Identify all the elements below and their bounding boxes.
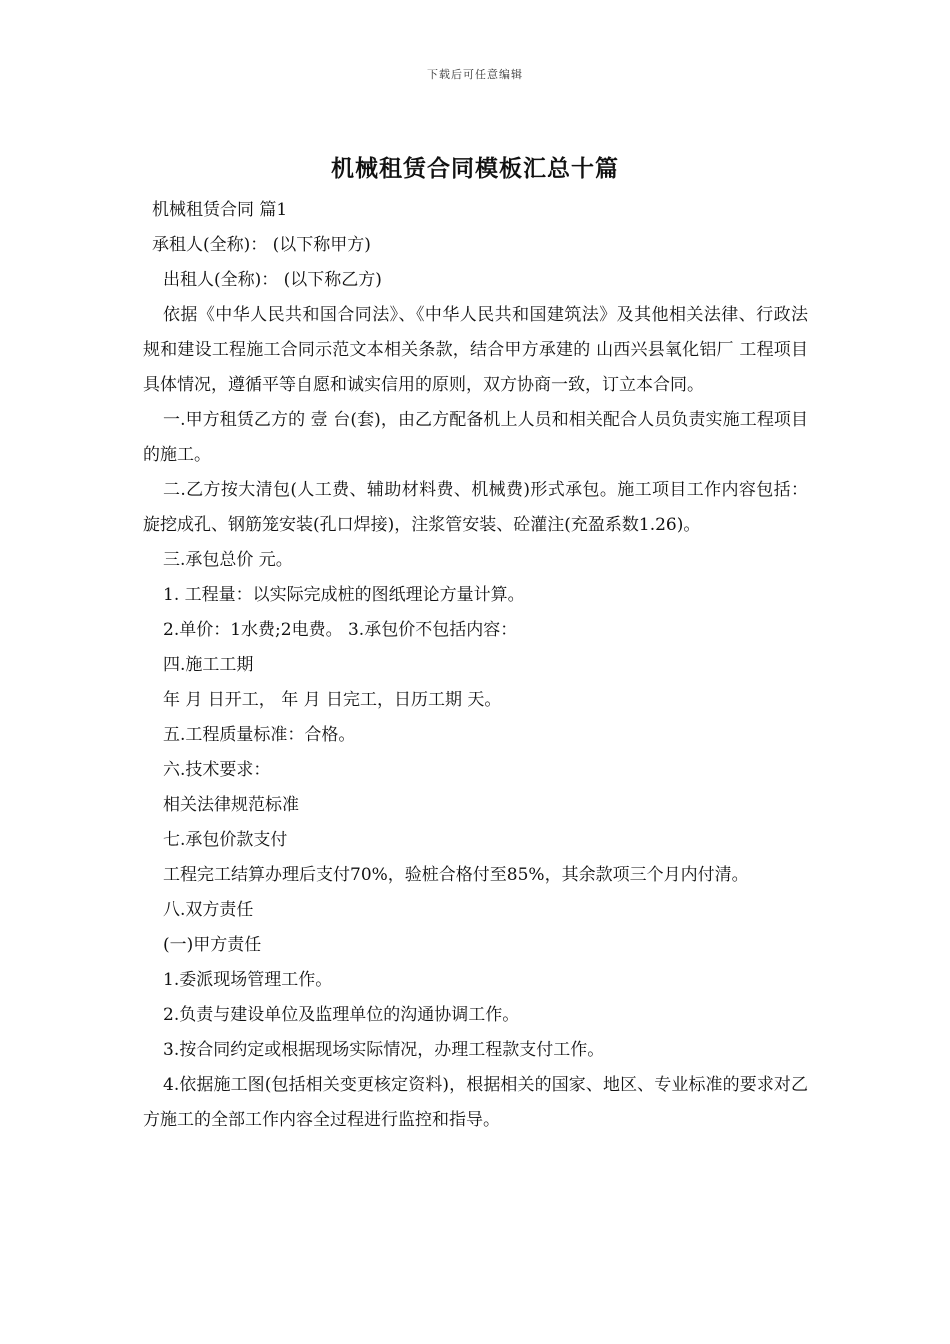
paragraph-party-a-duties: (一)甲方责任	[163, 935, 262, 955]
paragraph-clause-3: 三.承包总价 元。	[163, 550, 293, 570]
paragraph-duty-4: 4.依据施工图(包括相关变更核定资料)，根据相关的国家、地区、专业标准的要求对乙方施工的全部工作内容全过程进行监控和指导。	[143, 1075, 808, 1130]
paragraph-payment: 工程完工结算办理后支付70%，验桩合格付至85%，其余款项三个月内付清。	[163, 865, 749, 885]
document-body	[143, 193, 808, 1138]
paragraph-lessor: 出租人(全称)： (以下称乙方)	[163, 270, 382, 290]
header-note: 下载后可任意编辑	[427, 68, 523, 81]
paragraph-schedule: 年 月 日开工， 年 月 日完工，日历工期 天。	[163, 690, 502, 710]
paragraph-section-heading: 机械租赁合同 篇1	[152, 200, 288, 220]
paragraph-unit-price: 2.单价：1水费;2电费。 3.承包价不包括内容：	[163, 620, 518, 640]
paragraph-clause-5: 五.工程质量标准：合格。	[163, 725, 356, 745]
paragraph-clause-1: 一.甲方租赁乙方的 壹 台(套)，由乙方配备机上人员和相关配合人员负责实施工程项目的施工。	[143, 410, 808, 465]
paragraph-quantity: 1. 工程量：以实际完成桩的图纸理论方量计算。	[163, 585, 525, 605]
paragraph-lessee: 承租人(全称)： (以下称甲方)	[152, 235, 371, 255]
paragraph-preamble: 依据《中华人民共和国合同法》、《中华人民共和国建筑法》及其他相关法律、行政法规和建设工程施工合同示范文本相关条款，结合甲方承建的 山西兴县氧化铝厂 工程项目具体情况，遵循平等自愿和诚实信用的原则，双方协商一致，订立本合同。	[143, 305, 808, 395]
paragraph-standards: 相关法律规范标准	[163, 795, 299, 815]
document-title: 机械租赁合同模板汇总十篇	[331, 155, 619, 182]
paragraph-clause-8: 八.双方责任	[163, 900, 254, 920]
paragraph-clause-2: 二.乙方按大清包(人工费、辅助材料费、机械费)形式承包。施工项目工作内容包括：旋挖成孔、钢筋笼安装(孔口焊接)，注浆管安装、砼灌注(充盈系数1.26)。	[143, 480, 808, 535]
paragraph-duty-1: 1.委派现场管理工作。	[163, 970, 333, 990]
paragraph-clause-7: 七.承包价款支付	[163, 830, 288, 850]
paragraph-duty-3: 3.按合同约定或根据现场实际情况，办理工程款支付工作。	[163, 1040, 605, 1060]
paragraph-clause-4: 四.施工工期	[163, 655, 254, 675]
paragraph-clause-6: 六.技术要求：	[163, 760, 271, 780]
paragraph-duty-2: 2.负责与建设单位及监理单位的沟通协调工作。	[163, 1005, 520, 1025]
